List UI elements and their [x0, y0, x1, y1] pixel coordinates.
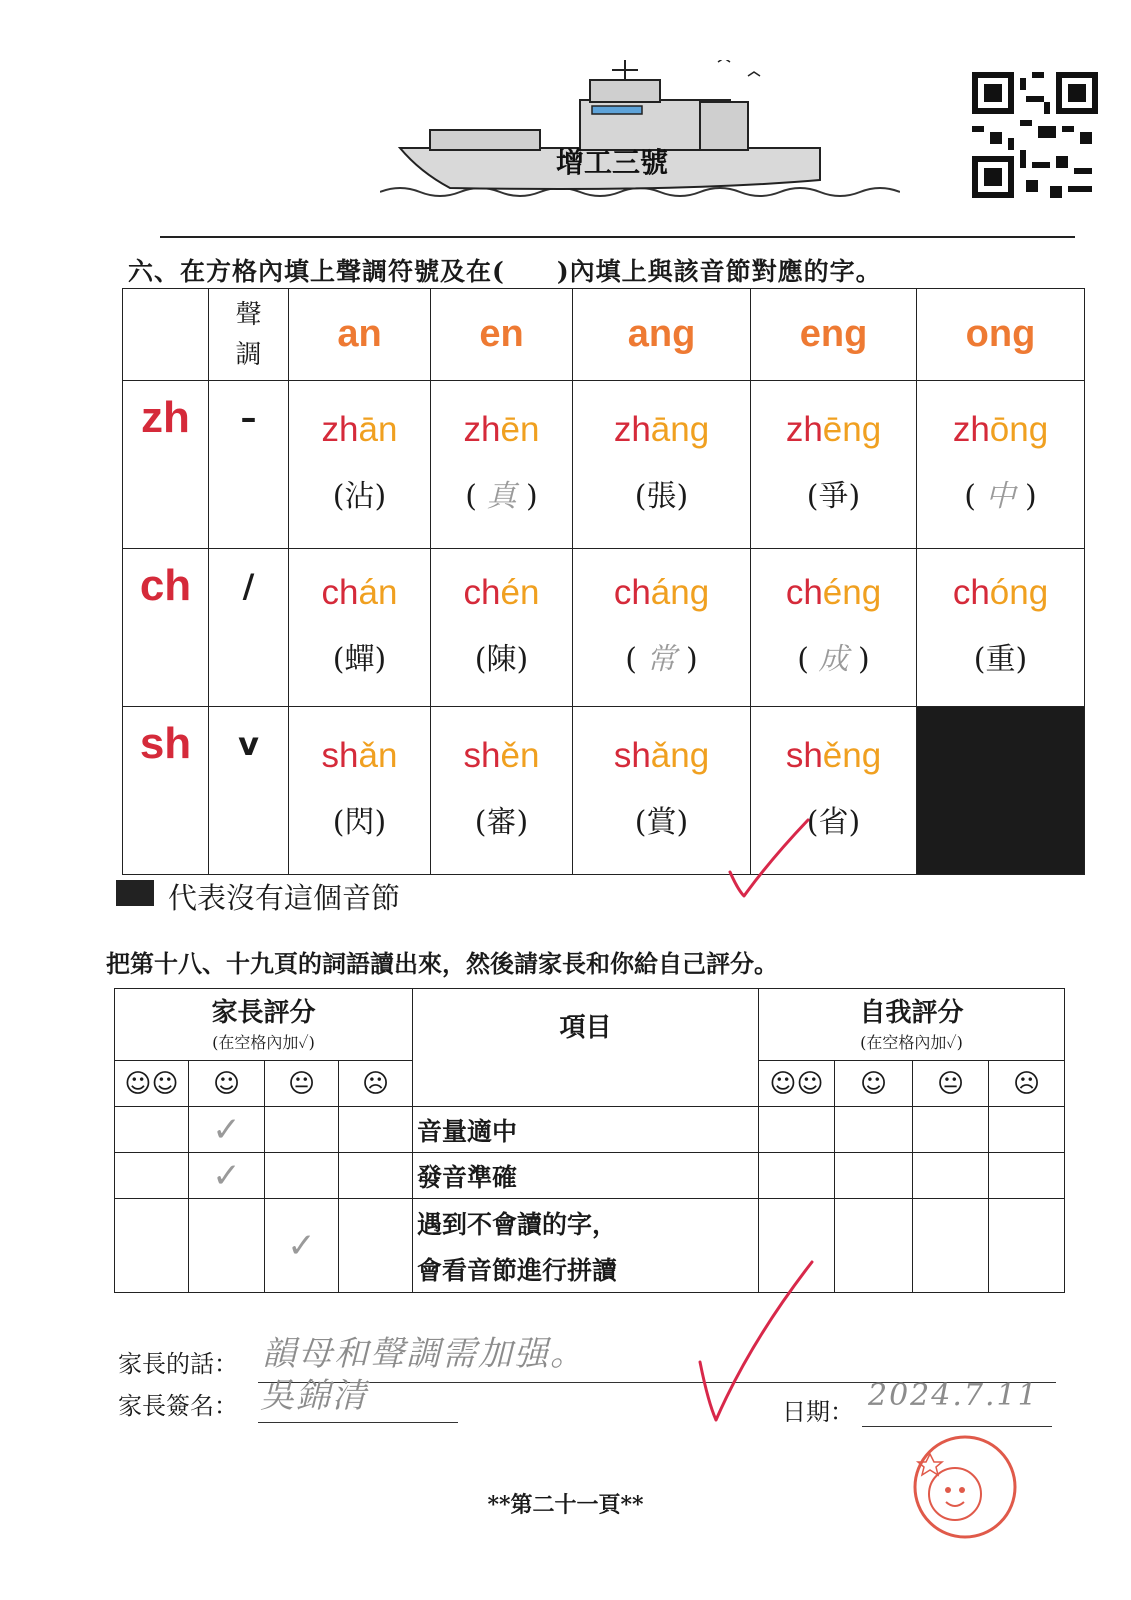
syllable-cell	[751, 549, 917, 707]
rating-box[interactable]	[759, 1107, 835, 1153]
tone-header	[209, 289, 289, 381]
pinyin-syllable: chán	[321, 572, 398, 612]
final-header-ang: ang	[573, 289, 751, 381]
pinyin-syllable: cháng	[613, 572, 710, 612]
table-row-sh	[123, 707, 1085, 875]
rating-box[interactable]	[913, 1153, 989, 1199]
pinyin-syllable: shǎn	[321, 735, 398, 775]
parent-signature[interactable]: 吳錦清	[260, 1376, 368, 1416]
syllable-cell	[289, 381, 431, 549]
answer-char[interactable]: (省)	[806, 804, 861, 840]
tone-mark-1: –	[209, 381, 289, 549]
tone-mark-3: v	[209, 707, 289, 875]
syllable-cell	[289, 707, 431, 875]
pinyin-table	[122, 288, 1085, 875]
answer-char[interactable]: (沾)	[332, 478, 387, 514]
syllable-cell	[431, 381, 573, 549]
final-header-an: an	[289, 289, 431, 381]
answer-char[interactable]: (張)	[634, 478, 689, 514]
item-header: 項目	[413, 989, 759, 1107]
pinyin-syllable: zhēn	[463, 409, 540, 449]
syllable-cell	[431, 707, 573, 875]
pinyin-syllable: shěng	[785, 735, 882, 775]
rating-box[interactable]	[115, 1199, 189, 1293]
parent-words[interactable]: 韻母和聲調需加强。	[262, 1334, 586, 1374]
rating-box[interactable]	[835, 1199, 913, 1293]
legend-text: 代表沒有這個音節	[168, 881, 401, 915]
table-row-zh	[123, 381, 1085, 549]
table-row	[115, 1153, 1065, 1199]
section2-title: 把第十八、十九頁的詞語讀出來，然後請家長和你給自己評分。	[106, 949, 778, 978]
initial-sh: sh	[123, 707, 209, 875]
item-label: 音量適中	[413, 1107, 759, 1153]
rating-box[interactable]	[265, 1107, 339, 1153]
final-header-en: en	[431, 289, 573, 381]
syllable-cell	[917, 381, 1085, 549]
tone-header-char-2: 調	[235, 339, 262, 370]
answer-char[interactable]: ( 成 )	[797, 641, 870, 677]
pinyin-syllable: zhōng	[952, 409, 1049, 449]
syllable-cell	[751, 381, 917, 549]
date-value[interactable]: 2024.7.11	[868, 1378, 1039, 1413]
page-number: **第二十一頁**	[487, 1492, 644, 1518]
parent-rating-header: 家長評分 (在空格內加✓)	[115, 989, 413, 1061]
rating-box[interactable]	[835, 1107, 913, 1153]
no-syllable-cell	[917, 707, 1085, 875]
rating-box[interactable]	[115, 1107, 189, 1153]
rating-box[interactable]	[339, 1199, 413, 1293]
parent-words-label: 家長的話：	[118, 1350, 238, 1378]
header-divider	[160, 236, 1075, 238]
tick-mark-icon: ✓	[212, 1155, 241, 1196]
rating-box[interactable]	[989, 1153, 1065, 1199]
evaluation-table	[114, 988, 1065, 1293]
final-header-eng: eng	[751, 289, 917, 381]
corner-cell	[123, 289, 209, 381]
table-row-ch	[123, 549, 1085, 707]
pinyin-syllable: chéng	[785, 572, 882, 612]
tick-mark-icon: ✓	[287, 1225, 316, 1266]
item-label: 遇到不會讀的字， 會看音節進行拼讀	[413, 1199, 759, 1293]
date-label: 日期：	[782, 1398, 854, 1426]
syllable-cell	[917, 549, 1085, 707]
pinyin-syllable: chóng	[952, 572, 1049, 612]
very-happy-face-icon: ☺☺	[759, 1061, 835, 1107]
final-header-ong: ong	[917, 289, 1085, 381]
happy-face-icon: ☺	[189, 1061, 265, 1107]
very-happy-face-icon: ☺☺	[115, 1061, 189, 1107]
rating-box[interactable]	[265, 1153, 339, 1199]
answer-char[interactable]: (蟬)	[332, 641, 387, 677]
rating-box[interactable]	[913, 1199, 989, 1293]
red-check-mark	[720, 810, 820, 910]
pinyin-syllable: shěn	[463, 735, 540, 775]
sad-face-icon: ☹	[339, 1061, 413, 1107]
legend-swatch	[116, 880, 154, 906]
answer-char[interactable]: (重)	[973, 641, 1028, 677]
rating-box[interactable]	[265, 1199, 339, 1293]
qr-code[interactable]	[972, 72, 1098, 198]
rating-box[interactable]	[339, 1153, 413, 1199]
initial-zh: zh	[123, 381, 209, 549]
rating-box[interactable]	[115, 1153, 189, 1199]
tone-header-char-1: 聲	[235, 299, 262, 330]
answer-char[interactable]: (審)	[474, 804, 529, 840]
date-line	[862, 1426, 1052, 1427]
table-row	[115, 1107, 1065, 1153]
neutral-face-icon: 😐	[265, 1061, 339, 1107]
rating-box[interactable]	[989, 1199, 1065, 1293]
rating-box[interactable]	[339, 1107, 413, 1153]
tone-mark-2: /	[209, 549, 289, 707]
neutral-face-icon: 😐	[913, 1061, 989, 1107]
syllable-cell	[573, 549, 751, 707]
pinyin-syllable: shǎng	[613, 735, 710, 775]
parent-sign-line	[258, 1422, 458, 1423]
item-label: 發音準確	[413, 1153, 759, 1199]
pinyin-syllable: chén	[463, 572, 540, 612]
syllable-cell	[573, 381, 751, 549]
rating-box[interactable]	[913, 1107, 989, 1153]
answer-char[interactable]: (爭)	[806, 478, 861, 514]
pinyin-syllable: zhān	[321, 409, 398, 449]
answer-char[interactable]: ( 真 )	[465, 478, 538, 514]
answer-char[interactable]: (賞)	[634, 804, 689, 840]
rating-box[interactable]	[759, 1153, 835, 1199]
pinyin-syllable: zhēng	[785, 409, 882, 449]
tick-mark-icon: ✓	[212, 1109, 241, 1150]
answer-char[interactable]: (陳)	[474, 641, 529, 677]
rating-box[interactable]	[189, 1199, 265, 1293]
section6-title: 六、在方格內填上聲調符號及在( )內填上與該音節對應的字。	[128, 257, 882, 286]
ship-label: 增工三號	[556, 146, 669, 179]
rating-box[interactable]	[989, 1107, 1065, 1153]
rating-box[interactable]	[189, 1153, 265, 1199]
great-stamp	[910, 1432, 1020, 1542]
syllable-cell	[431, 549, 573, 707]
self-rating-header: 自我評分 (在空格內加✓)	[759, 989, 1065, 1061]
answer-char[interactable]: ( 中 )	[964, 478, 1037, 514]
rating-box[interactable]	[189, 1107, 265, 1153]
happy-face-icon: ☺	[835, 1061, 913, 1107]
ship-illustration	[380, 60, 900, 210]
parent-sign-label: 家長簽名：	[118, 1392, 238, 1420]
table-header-row	[123, 289, 1085, 381]
table-row	[115, 1199, 1065, 1293]
initial-ch: ch	[123, 549, 209, 707]
answer-char[interactable]: (閃)	[332, 804, 387, 840]
answer-char[interactable]: ( 常 )	[625, 641, 698, 677]
rating-box[interactable]	[835, 1153, 913, 1199]
sad-face-icon: ☹	[989, 1061, 1065, 1107]
pinyin-syllable: zhāng	[613, 409, 710, 449]
syllable-cell	[289, 549, 431, 707]
